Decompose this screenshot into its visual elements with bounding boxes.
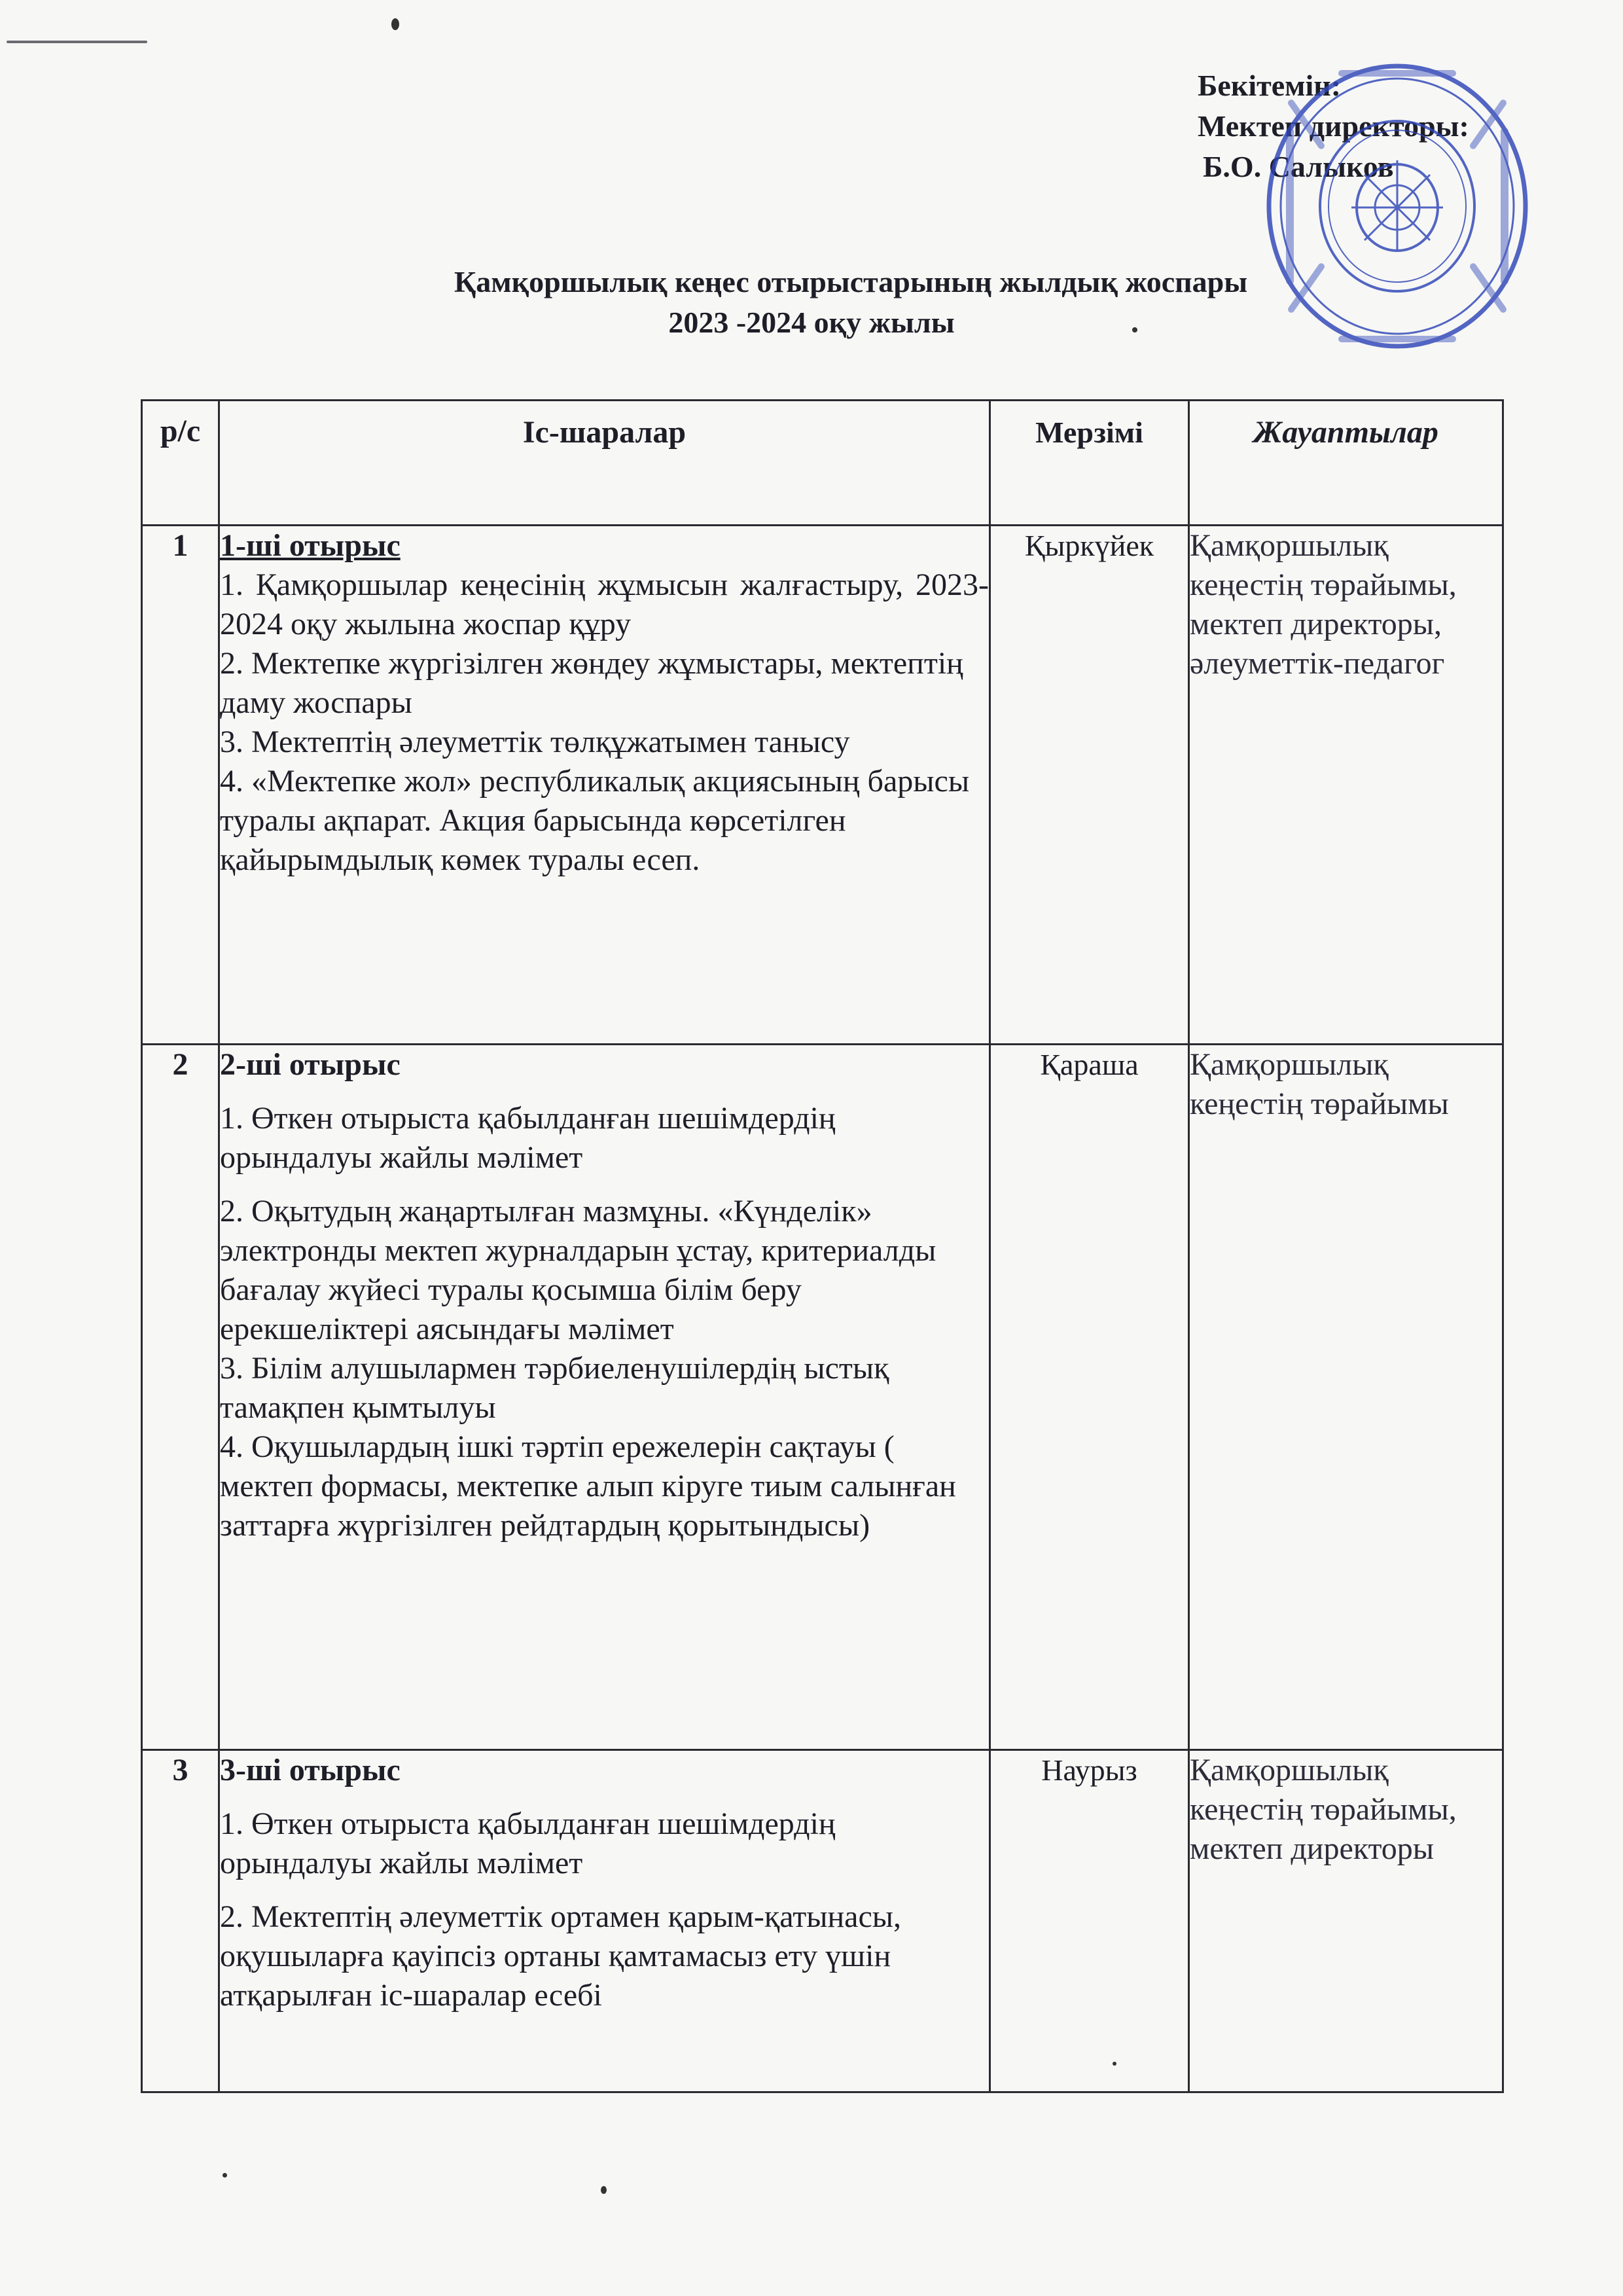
header-responsible: Жауаптылар — [1189, 401, 1503, 526]
header-activities: Іс-шаралар — [219, 401, 990, 526]
activity-item: 3. Білім алушылармен тәрбиеленушілердің ыстық тамақпен қымтылуы — [220, 1351, 889, 1425]
activity-item: 4. «Мектепке жол» республикалық акциясының барысы туралы ақпарат. Акция барысында көрсетілген қайырымдылық көмек туралы есеп. — [220, 764, 970, 877]
activity-item: 2. Оқытудың жаңартылған мазмұны. «Күнделік» электронды мектеп журналдарын ұстау, критериалды бағалау жүйесі туралы қосымша білім беру ерекшеліктері аясындағы мәлімет — [220, 1194, 936, 1346]
responsible-cell: Қамқоршылық кеңестің төрайымы — [1189, 1045, 1503, 1750]
table-row — [142, 526, 1503, 1045]
scan-speck — [1132, 327, 1137, 332]
scan-speck — [391, 18, 399, 30]
responsible-cell: Қамқоршылық кеңестің төрайымы, мектеп директоры, әлеуметтік-педагог — [1189, 526, 1503, 1045]
activity-item: 4. Оқушылардың ішкі тәртіп ережелерін сақтауы ( мектеп формасы, мектепке алып кіруге тиым салынған заттарға жүргізілген рейдтардың қорытындысы) — [220, 1429, 956, 1543]
header-deadline: Мерзімі — [990, 401, 1189, 526]
deadline-cell: Наурыз — [990, 1750, 1189, 2092]
activities-cell — [219, 526, 990, 1045]
responsible-cell: Қамқоршылық кеңестің төрайымы, мектеп директоры — [1189, 1750, 1503, 2092]
table-header-row — [142, 401, 1503, 526]
header-number: р/с — [142, 401, 219, 526]
table-row — [142, 1750, 1503, 2092]
deadline-cell: Қыркүйек — [990, 526, 1189, 1045]
approval-line-approve: Бекітемін: — [1198, 69, 1342, 102]
activity-item: 3. Мектептің әлеуметтік төлқұжатымен танысу — [220, 725, 850, 759]
document-title — [0, 262, 1623, 343]
table-row — [142, 1045, 1503, 1750]
activities-cell — [219, 1045, 990, 1750]
activity-item: 1. Өткен отырыста қабылданған шешімдердің орындалуы жайлы мәлімет — [220, 1806, 836, 1880]
scan-speck — [1113, 2062, 1116, 2066]
session-title: 2-ші отырыс — [220, 1047, 401, 1082]
scan-speck — [601, 2186, 607, 2194]
row-number: 3 — [142, 1750, 219, 2092]
scan-speck — [223, 2173, 227, 2178]
row-number: 2 — [142, 1045, 219, 1750]
session-title: 1-ші отырыс — [220, 528, 401, 563]
activity-item: 1. Өткен отырыста қабылданған шешімдердің орындалуы жайлы мәлімет — [220, 1101, 836, 1175]
session-title: 3-ші отырыс — [220, 1753, 401, 1787]
activity-item: 2. Мектептің әлеуметтік ортамен қарым-қатынасы, оқушыларға қауіпсіз ортаны қамтамасыз ету үшін атқарылған іс-шаралар есебі — [220, 1899, 902, 2013]
row-number: 1 — [142, 526, 219, 1045]
deadline-cell: Қараша — [990, 1045, 1189, 1750]
scan-edge-mark — [7, 41, 147, 43]
approval-line-position: Мектеп директоры: — [1198, 109, 1469, 143]
activities-cell — [219, 1750, 990, 2092]
activity-item: 1. Қамқоршылар кеңесінің жұмысын жалғастыру, 2023-2024 оқу жылына жоспар құру — [220, 567, 989, 641]
plan-table — [141, 399, 1504, 2093]
title-line-plan: Қамқоршылық кеңес отырыстарының жылдық жоспары — [454, 265, 1248, 298]
title-line-year: 2023 -2024 оқу жылы — [668, 306, 955, 339]
activity-item: 2. Мектепке жүргізілген жөндеу жұмыстары, мектептің даму жоспары — [220, 646, 963, 720]
approval-line-name: Б.О. Салыков — [1203, 150, 1394, 183]
